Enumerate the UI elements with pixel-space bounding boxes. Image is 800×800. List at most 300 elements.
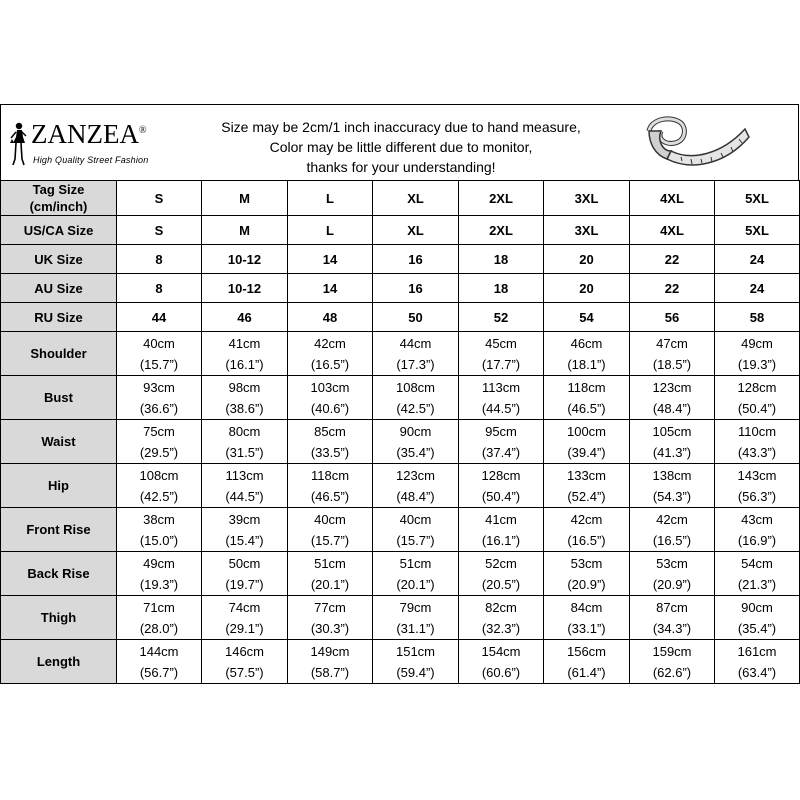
inch-value: (31.1”) (396, 620, 435, 636)
inch-value: (28.0”) (139, 620, 179, 636)
cm-value: 154cm (481, 643, 521, 659)
size-cell-text: 18 (493, 251, 509, 267)
size-cell (288, 303, 373, 332)
row-header-text: Length (36, 654, 81, 669)
size-cell (630, 181, 715, 216)
measure-cell (202, 332, 288, 376)
size-cell-text: 8 (155, 280, 163, 296)
size-cell-text: XL (407, 222, 424, 238)
inch-value: (32.3”) (481, 620, 521, 636)
size-cell (630, 216, 715, 245)
inch-value: (29.1”) (225, 620, 264, 636)
row-header-text: AU Size (34, 280, 83, 296)
inch-value: (48.4”) (652, 400, 692, 416)
inch-value: (31.5”) (225, 444, 264, 460)
measure-cell (715, 420, 800, 464)
size-cell-text: 50 (408, 309, 423, 325)
measure-cell (117, 640, 202, 684)
cm-value: 161cm (737, 643, 777, 659)
measure-cell (459, 552, 544, 596)
cm-value: 51cm (314, 555, 346, 571)
measure-cell (715, 332, 800, 376)
size-cell-text: 52 (493, 309, 509, 325)
row-header-text: Hip (48, 478, 69, 493)
size-cell-text: XL (407, 190, 424, 206)
inch-value: (56.3”) (737, 488, 777, 504)
inch-value: (20.1”) (396, 576, 435, 592)
size-cell-text: S (154, 222, 164, 238)
inch-value: (15.7”) (396, 532, 435, 548)
cm-value: 50cm (228, 555, 261, 571)
cm-value: 128cm (481, 467, 521, 483)
cm-value: 123cm (652, 379, 692, 395)
measure-row (1, 376, 800, 420)
cm-value: 82cm (485, 599, 517, 615)
size-cell (630, 303, 715, 332)
cm-value: 53cm (570, 555, 603, 571)
measure-cell (459, 508, 544, 552)
cm-value: 40cm (399, 511, 432, 527)
measure-row (1, 332, 800, 376)
size-cell (117, 303, 202, 332)
row-header (1, 640, 117, 684)
cm-value: 146cm (224, 643, 265, 659)
inch-value: (19.3”) (139, 576, 179, 592)
size-cell (544, 245, 630, 274)
measure-cell (373, 552, 459, 596)
measure-cell (630, 552, 715, 596)
cm-value: 113cm (481, 379, 521, 395)
size-cell-text: 48 (322, 309, 338, 325)
size-cell (715, 216, 800, 245)
cm-value: 87cm (656, 599, 688, 615)
size-cell (715, 181, 800, 216)
size-cell (544, 274, 630, 303)
measure-cell (373, 508, 459, 552)
size-cell (117, 274, 202, 303)
size-cell-text: L (326, 222, 334, 238)
notice-line: Color may be little different due to monitor, (269, 139, 533, 155)
size-cell (202, 303, 288, 332)
measure-cell (715, 464, 800, 508)
inch-value: (43.3”) (737, 444, 777, 460)
row-header-text: Front Rise (26, 522, 91, 537)
inch-value: (62.6”) (652, 664, 692, 680)
size-cell-text: 46 (237, 309, 252, 325)
measure-row (1, 420, 800, 464)
measure-cell (459, 640, 544, 684)
cm-value: 40cm (314, 511, 346, 527)
size-cell (715, 303, 800, 332)
size-cell-text: 16 (408, 251, 423, 267)
cm-value: 108cm (139, 467, 179, 483)
measure-cell (715, 596, 800, 640)
measure-cell (288, 552, 373, 596)
measure-cell (459, 376, 544, 420)
size-cell (715, 245, 800, 274)
size-cell (117, 181, 202, 216)
size-cell (630, 274, 715, 303)
cm-value: 79cm (399, 599, 432, 615)
size-cell (459, 274, 544, 303)
size-chart (0, 104, 800, 691)
size-cell-text: 10-12 (227, 280, 262, 296)
measure-cell (630, 596, 715, 640)
cm-value: 90cm (741, 599, 773, 615)
inch-value: (35.4”) (396, 444, 435, 460)
size-cell-text: 56 (664, 309, 680, 325)
measure-cell (373, 420, 459, 464)
cm-value: 84cm (570, 599, 603, 615)
size-cell-text: 3XL (574, 222, 599, 238)
cm-value: 95cm (485, 423, 517, 439)
measure-cell (544, 552, 630, 596)
inch-value: (30.3”) (310, 620, 350, 636)
size-row (1, 274, 800, 303)
inch-value: (20.1”) (310, 576, 350, 592)
inch-value: (18.5”) (652, 356, 692, 372)
row-header-text: Shoulder (30, 346, 87, 361)
measure-cell (288, 420, 373, 464)
measure-cell (544, 508, 630, 552)
measure-cell (202, 420, 288, 464)
cm-value: 103cm (310, 379, 350, 395)
measure-cell (202, 596, 288, 640)
notice-line: Size may be 2cm/1 inch inaccuracy due to hand measure, (221, 119, 581, 135)
size-cell (288, 181, 373, 216)
measure-cell (117, 464, 202, 508)
measure-cell (288, 464, 373, 508)
size-cell (202, 245, 288, 274)
inch-value: (50.4”) (737, 400, 777, 416)
inch-value: (17.3”) (396, 356, 435, 372)
size-cell-text: 2XL (489, 190, 513, 206)
cm-value: 93cm (143, 379, 175, 395)
inch-value: (33.1”) (567, 620, 606, 636)
row-header-text: UK Size (34, 251, 83, 267)
measure-cell (544, 464, 630, 508)
size-cell-text: 14 (322, 251, 338, 267)
cm-value: 38cm (143, 511, 175, 527)
cm-value: 42cm (656, 511, 688, 527)
size-cell-text: M (239, 222, 250, 238)
row-header (1, 274, 117, 303)
cm-value: 128cm (737, 379, 777, 395)
size-cell (459, 216, 544, 245)
inch-value: (58.7”) (310, 664, 350, 680)
cm-value: 156cm (566, 643, 607, 659)
size-cell-text: 5XL (745, 222, 769, 238)
measure-cell (288, 640, 373, 684)
inch-value: (29.5”) (139, 444, 179, 460)
cm-value: 149cm (310, 643, 350, 659)
size-cell (373, 303, 459, 332)
cm-value: 41cm (228, 335, 261, 351)
size-cell (202, 274, 288, 303)
measure-cell (459, 596, 544, 640)
measure-cell (202, 552, 288, 596)
size-cell (630, 245, 715, 274)
cm-value: 98cm (228, 379, 261, 395)
size-cell-text: 8 (155, 251, 163, 267)
inch-value: (20.9”) (652, 576, 692, 592)
row-header-text: US/CA Size (23, 222, 94, 238)
size-cell-text: 16 (408, 280, 423, 296)
inch-value: (46.5”) (310, 488, 350, 504)
size-cell-text: 20 (579, 251, 594, 267)
measure-cell (373, 464, 459, 508)
measure-cell (715, 376, 800, 420)
cm-value: 54cm (741, 555, 773, 571)
cm-value: 42cm (314, 335, 346, 351)
inch-value: (34.3”) (652, 620, 692, 636)
measure-cell (373, 640, 459, 684)
measure-cell (630, 376, 715, 420)
size-row (1, 216, 800, 245)
inch-value: (42.5”) (139, 488, 179, 504)
cm-value: 52cm (485, 555, 517, 571)
size-cell (117, 245, 202, 274)
size-cell-text: S (154, 190, 164, 206)
cm-value: 118cm (310, 467, 350, 483)
size-cell-text: 2XL (489, 222, 513, 238)
size-cell (544, 303, 630, 332)
measure-cell (202, 508, 288, 552)
measure-cell (544, 420, 630, 464)
notice-line: thanks for your understanding! (306, 159, 496, 175)
inch-value: (61.4”) (567, 664, 606, 680)
size-table (0, 180, 800, 684)
cm-value: 49cm (143, 555, 175, 571)
measure-cell (715, 552, 800, 596)
cm-value: 40cm (143, 335, 175, 351)
measure-cell (373, 376, 459, 420)
row-header-text: RU Size (34, 309, 83, 325)
inch-value: (20.5”) (481, 576, 521, 592)
row-header (1, 552, 117, 596)
size-cell-text: 44 (151, 309, 167, 325)
size-cell (459, 245, 544, 274)
row-header (1, 596, 117, 640)
measure-row (1, 508, 800, 552)
measure-cell (459, 332, 544, 376)
cm-value: 41cm (485, 511, 517, 527)
tag-size-row (1, 181, 800, 216)
cm-value: 143cm (737, 467, 777, 483)
inch-value: (15.7”) (139, 356, 179, 372)
cm-value: 51cm (399, 555, 432, 571)
measure-cell (544, 376, 630, 420)
inch-value: (21.3”) (737, 576, 777, 592)
inch-value: (17.7”) (481, 356, 521, 372)
measure-cell (630, 420, 715, 464)
inch-value: (48.4”) (396, 488, 435, 504)
measure-row (1, 640, 800, 684)
size-cell (288, 245, 373, 274)
brand-logo (5, 113, 185, 173)
measure-cell (117, 420, 202, 464)
size-cell (459, 181, 544, 216)
cm-value: 159cm (652, 643, 692, 659)
inch-value: (16.1”) (225, 356, 264, 372)
inch-value: (20.9”) (567, 576, 606, 592)
measure-cell (373, 332, 459, 376)
cm-value: 151cm (395, 643, 436, 659)
size-cell-text: 20 (579, 280, 594, 296)
inch-value: (16.5”) (652, 532, 692, 548)
inch-value: (44.5”) (481, 400, 521, 416)
cm-value: 75cm (143, 423, 175, 439)
inch-value: (40.6”) (310, 400, 350, 416)
size-cell (544, 216, 630, 245)
size-cell (288, 274, 373, 303)
row-header (1, 303, 117, 332)
cm-value: 71cm (143, 599, 175, 615)
size-cell (373, 181, 459, 216)
size-cell-text: 22 (664, 280, 680, 296)
size-cell (117, 216, 202, 245)
measure-cell (715, 508, 800, 552)
chart-header (0, 104, 799, 180)
size-cell-text: 24 (749, 251, 765, 267)
cm-value: 45cm (485, 335, 517, 351)
measure-cell (117, 332, 202, 376)
row-header (1, 332, 117, 376)
measure-cell (630, 332, 715, 376)
cm-value: 90cm (399, 423, 432, 439)
size-cell (288, 216, 373, 245)
row-header (1, 464, 117, 508)
measure-cell (288, 332, 373, 376)
inch-value: (16.1”) (481, 532, 521, 548)
measure-cell (117, 596, 202, 640)
size-cell-text: 3XL (574, 190, 599, 206)
inch-value: (41.3”) (652, 444, 692, 460)
measuring-tape-icon (641, 111, 751, 173)
measure-cell (459, 420, 544, 464)
size-cell-text: 22 (664, 251, 680, 267)
inch-value: (19.7”) (225, 576, 264, 592)
inch-value: (46.5”) (567, 400, 606, 416)
row-header (1, 245, 117, 274)
size-cell-text: 4XL (660, 222, 684, 238)
measure-cell (288, 596, 373, 640)
measure-cell (630, 508, 715, 552)
measure-cell (373, 596, 459, 640)
size-cell-text: 14 (322, 280, 338, 296)
measure-row (1, 464, 800, 508)
row-header-text: Tag Size (cm/inch) (29, 182, 88, 214)
cm-value: 110cm (737, 423, 777, 439)
cm-value: 42cm (570, 511, 603, 527)
cm-value: 47cm (656, 335, 688, 351)
size-cell-text: L (326, 190, 334, 206)
row-header-text: Bust (44, 390, 73, 405)
row-header (1, 181, 117, 216)
size-cell (544, 181, 630, 216)
inch-value: (39.4”) (567, 444, 606, 460)
disclaimer-notice (191, 117, 611, 177)
size-cell (373, 216, 459, 245)
inch-value: (44.5”) (225, 488, 264, 504)
row-header (1, 508, 117, 552)
brand-name: ZANZEA (31, 119, 139, 149)
cm-value: 53cm (656, 555, 688, 571)
row-header (1, 420, 117, 464)
measure-cell (544, 640, 630, 684)
row-header-text: Back Rise (27, 566, 90, 581)
cm-value: 118cm (567, 379, 606, 395)
measure-row (1, 596, 800, 640)
inch-value: (19.3”) (737, 356, 777, 372)
fashion-figure-icon (7, 121, 29, 167)
measure-cell (117, 552, 202, 596)
inch-value: (54.3”) (652, 488, 692, 504)
brand-tagline: High Quality Street Fashion (33, 155, 149, 165)
cm-value: 138cm (652, 467, 692, 483)
size-row (1, 245, 800, 274)
inch-value: (37.4”) (481, 444, 521, 460)
measure-cell (544, 596, 630, 640)
row-header-text: Thigh (40, 610, 77, 625)
inch-value: (15.0”) (139, 532, 179, 548)
cm-value: 133cm (566, 467, 607, 483)
measure-cell (117, 376, 202, 420)
inch-value: (16.9”) (737, 532, 777, 548)
inch-value: (33.5”) (310, 444, 350, 460)
inch-value: (57.5”) (225, 664, 264, 680)
measure-cell (202, 376, 288, 420)
size-cell (202, 181, 288, 216)
inch-value: (15.4”) (225, 532, 264, 548)
inch-value: (16.5”) (310, 356, 350, 372)
row-header (1, 216, 117, 245)
cm-value: 46cm (570, 335, 603, 351)
measure-cell (117, 508, 202, 552)
inch-value: (52.4”) (567, 488, 606, 504)
measure-cell (715, 640, 800, 684)
cm-value: 77cm (314, 599, 346, 615)
size-cell-text: M (239, 190, 250, 206)
measure-cell (459, 464, 544, 508)
row-header-text: Waist (41, 434, 76, 449)
size-cell (459, 303, 544, 332)
size-cell-text: 5XL (745, 190, 769, 206)
brand-registered-mark: ® (138, 125, 147, 136)
inch-value: (59.4”) (396, 664, 435, 680)
cm-value: 113cm (225, 467, 264, 483)
cm-value: 100cm (566, 423, 607, 439)
measure-cell (544, 332, 630, 376)
cm-value: 44cm (399, 335, 432, 351)
cm-value: 39cm (228, 511, 261, 527)
size-cell-text: 4XL (660, 190, 684, 206)
size-cell (715, 274, 800, 303)
cm-value: 108cm (395, 379, 436, 395)
measure-cell (630, 464, 715, 508)
size-cell-text: 24 (749, 280, 765, 296)
cm-value: 74cm (228, 599, 261, 615)
inch-value: (35.4”) (737, 620, 777, 636)
inch-value: (15.7”) (310, 532, 350, 548)
cm-value: 144cm (139, 643, 179, 659)
inch-value: (42.5”) (396, 400, 435, 416)
size-cell (373, 245, 459, 274)
measure-cell (288, 376, 373, 420)
measure-row (1, 552, 800, 596)
size-row (1, 303, 800, 332)
measure-cell (202, 464, 288, 508)
